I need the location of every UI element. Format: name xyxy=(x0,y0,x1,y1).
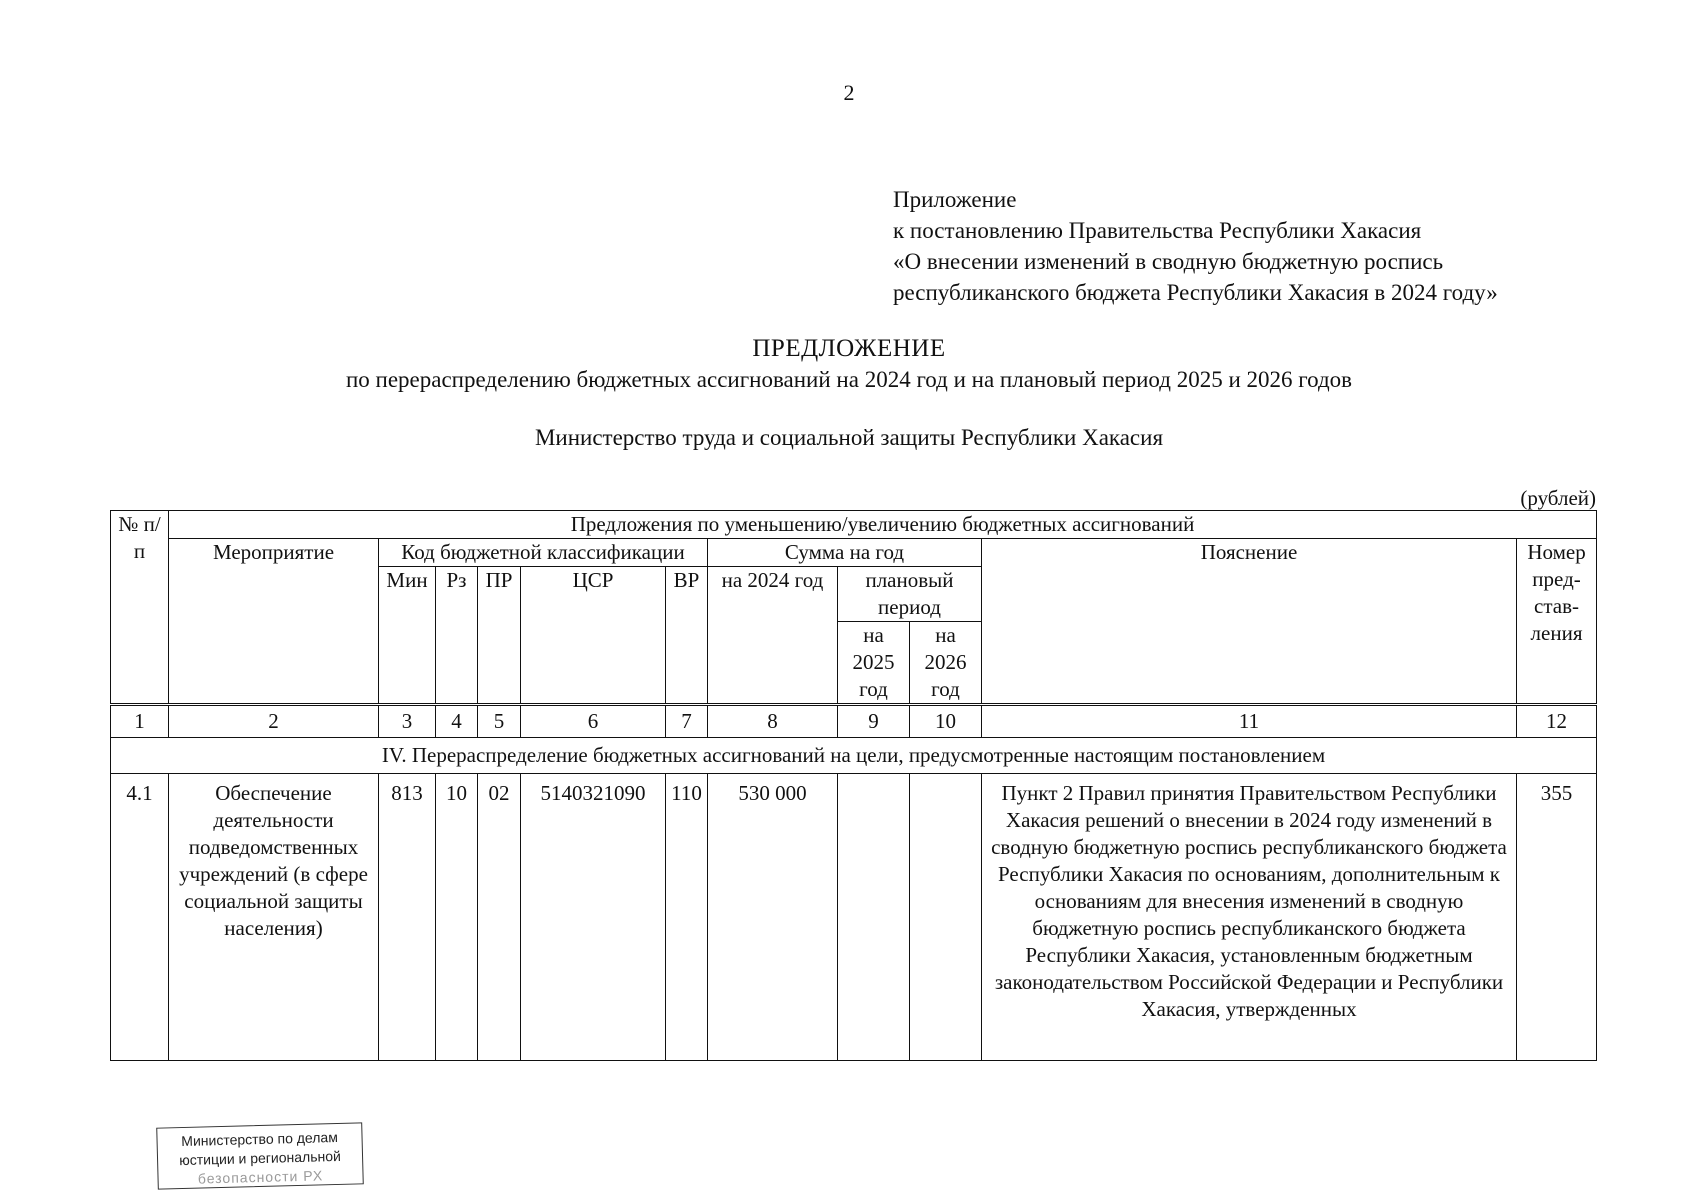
header-submission-no: Номер пред-став-ления xyxy=(1517,539,1597,705)
column-number: 8 xyxy=(708,705,838,738)
row-submission-no: 355 xyxy=(1517,774,1597,1061)
column-number: 6 xyxy=(521,705,666,738)
header-min: Мин xyxy=(379,567,436,705)
table-row xyxy=(111,774,1597,1061)
row-event: Обеспечение деятельности подведомственных учреждений (в сфере социальной защиты населения) xyxy=(169,774,379,1061)
header-csr: ЦСР xyxy=(521,567,666,705)
column-number: 4 xyxy=(436,705,478,738)
row-vr: 110 xyxy=(666,774,708,1061)
header-event: Мероприятие xyxy=(169,539,379,705)
header-explanation: Пояснение xyxy=(982,539,1517,705)
section-title: IV. Перераспределение бюджетных ассигнований на цели, предусмотренные настоящим постановлением xyxy=(111,738,1597,774)
registration-stamp xyxy=(156,1122,364,1189)
header-pr: ПР xyxy=(478,567,521,705)
column-number-row xyxy=(111,705,1597,738)
appendix-line: Приложение xyxy=(893,187,1017,212)
column-number: 9 xyxy=(838,705,910,738)
row-csr: 5140321090 xyxy=(521,774,666,1061)
header-rz: Рз xyxy=(436,567,478,705)
stamp-line: безопасности РХ xyxy=(197,1167,324,1187)
header-2025: на 2025 год xyxy=(838,622,910,705)
title-block xyxy=(0,333,1698,395)
column-number: 1 xyxy=(111,705,169,738)
row-2026 xyxy=(910,774,982,1061)
appendix-block xyxy=(893,184,1498,308)
stamp-line: юстиции и региональной xyxy=(179,1147,342,1169)
appendix-line: «О внесении изменений в сводную бюджетную роспись xyxy=(893,249,1444,274)
row-explanation: Пункт 2 Правил принятия Правительством Республики Хакасия решений о внесении в 2024 году изменений в сводную бюджетную роспись республиканского бюджета Республики Хакасия по основаниям, дополнительным к основаниям для внесения изменений в сводную бюджетную роспись республиканского бюджета Республики Хакасия, установленным бюджетным законодательством Российской Федерации и Республики Хакасия, утвержденных xyxy=(982,774,1517,1061)
row-no: 4.1 xyxy=(111,774,169,1061)
header-sum-per-year: Сумма на год xyxy=(708,539,982,567)
ministry-name: Министерство труда и социальной защиты Республики Хакасия xyxy=(534,425,1164,450)
header-vr: ВР xyxy=(666,567,708,705)
column-number: 7 xyxy=(666,705,708,738)
header-2026: на 2026 год xyxy=(910,622,982,705)
row-rz: 10 xyxy=(436,774,478,1061)
row-2025 xyxy=(838,774,910,1061)
header-2024: на 2024 год xyxy=(708,567,838,705)
column-number: 11 xyxy=(982,705,1517,738)
document-title: ПРЕДЛОЖЕНИЕ xyxy=(752,335,946,362)
appendix-line: к постановлению Правительства Республики Хакасия xyxy=(893,218,1422,243)
header-planned-period: плановый период xyxy=(838,567,982,622)
page-number: 2 xyxy=(843,80,855,105)
column-number: 3 xyxy=(379,705,436,738)
column-number: 2 xyxy=(169,705,379,738)
stamp-line: Министерство по делам xyxy=(181,1128,339,1150)
document-subtitle: по перераспределению бюджетных ассигнований на 2024 год и на плановый период 2025 и 2026 годов xyxy=(345,367,1353,392)
header-proposals: Предложения по уменьшению/увеличению бюджетных ассигнований xyxy=(169,511,1597,539)
row-min: 813 xyxy=(379,774,436,1061)
column-number: 5 xyxy=(478,705,521,738)
header-no: № п/п xyxy=(111,511,169,705)
appendix-line: республиканского бюджета Республики Хакасия в 2024 году» xyxy=(893,280,1498,305)
units-label: (рублей) xyxy=(1520,486,1596,510)
header-budget-code: Код бюджетной классификации xyxy=(379,539,708,567)
column-number: 12 xyxy=(1517,705,1597,738)
column-number: 10 xyxy=(910,705,982,738)
budget-table xyxy=(110,510,1597,1061)
row-pr: 02 xyxy=(478,774,521,1061)
row-2024: 530 000 xyxy=(708,774,838,1061)
